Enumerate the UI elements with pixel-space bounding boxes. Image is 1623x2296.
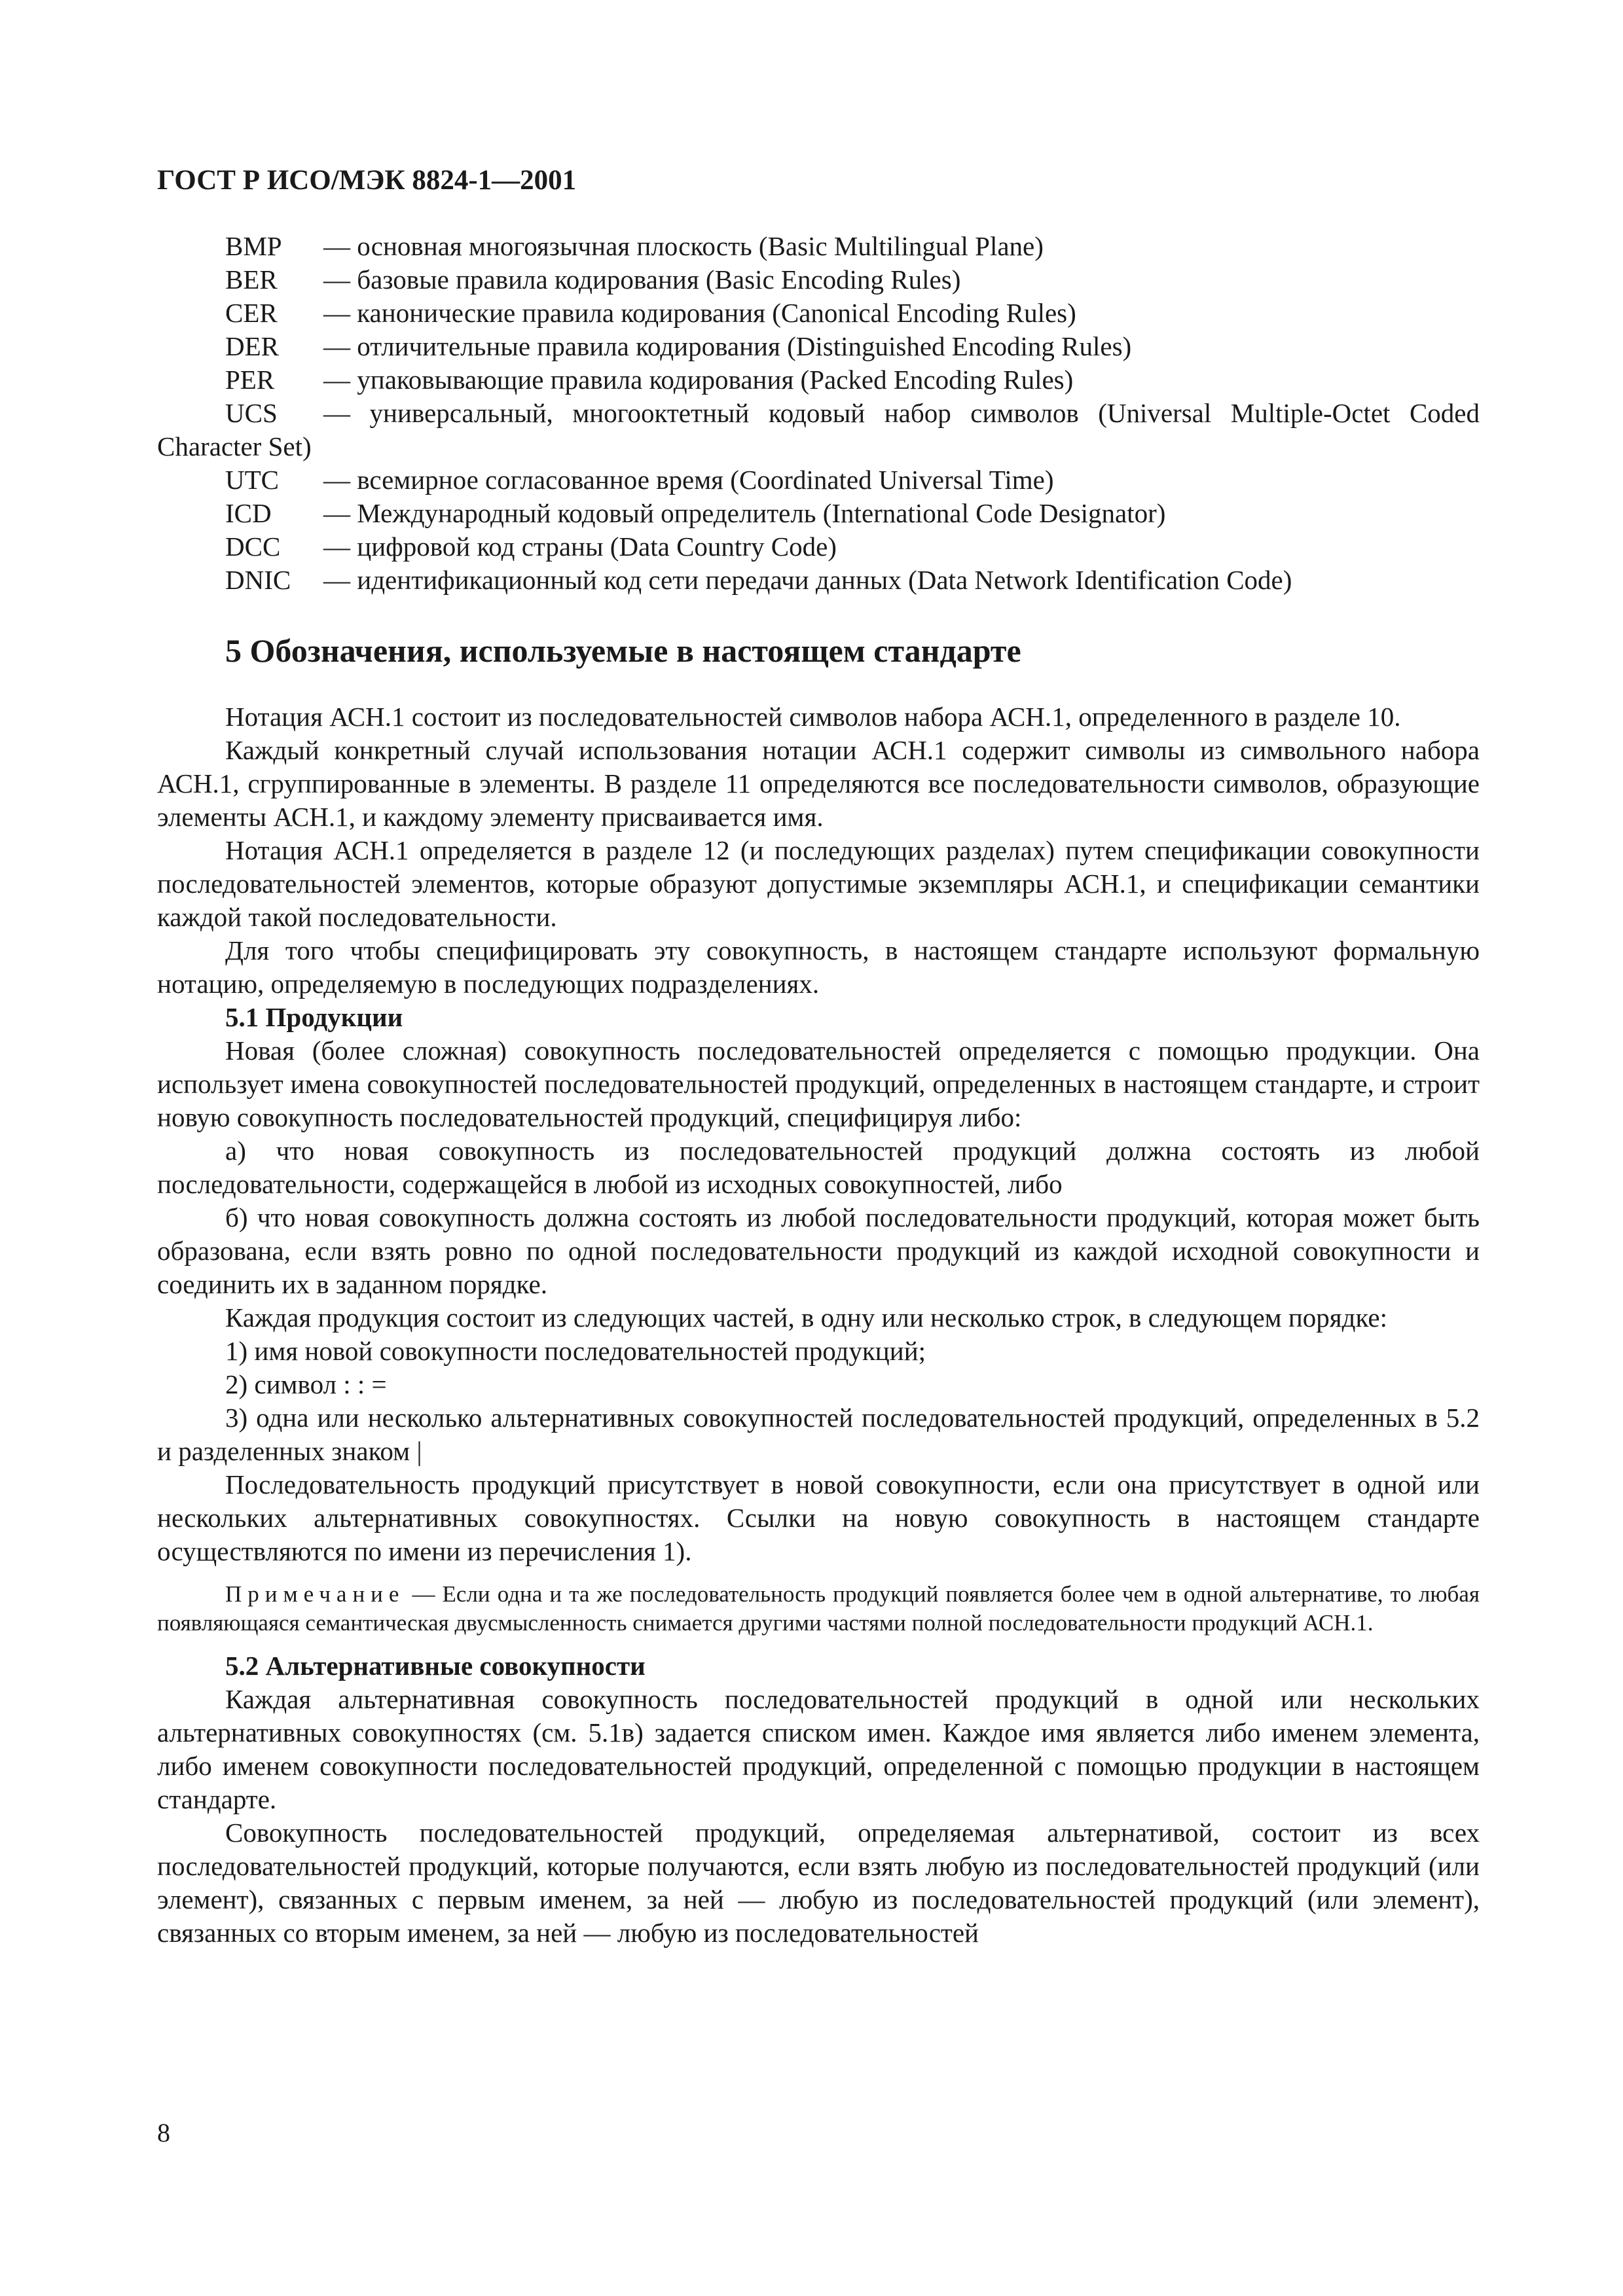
abbreviation-description: — цифровой код страны (Data Country Code) (323, 531, 837, 562)
paragraph: Нотация АСН.1 определяется в разделе 12 (и последующих разделах) путем спецификации совокупности последовательностей элементов, которые образуют допустимые экземпляры АСН.1, и спецификации семантики каждой такой последовательности. (157, 835, 1480, 932)
paragraph: Каждая альтернативная совокупность последовательностей продукций в одной или нескольких альтернативных совокупностях (см. 5.1в) задается списком имен. Каждое имя является либо именем элемента, либо именем совокупности последовательностей продукций, определенной с помощью продукции в настоящем стандарте. (157, 1684, 1480, 1814)
abbreviation-row (157, 397, 1480, 463)
abbreviation-row (157, 330, 1480, 363)
list-item: 3) одна или несколько альтернативных совокупностей последовательностей продукций, определенных в 5.2 и разделенных знаком | (157, 1403, 1480, 1466)
abbreviation-description: — универсальный, многооктетный кодовый набор символов (Universal Multiple-Octet Coded Character Set) (157, 398, 1480, 461)
abbreviation-code: CER (225, 298, 278, 328)
document-header: ГОСТ Р ИСО/МЭК 8824-1—2001 (157, 165, 577, 196)
abbreviation-row (157, 230, 1480, 263)
abbreviation-description: — базовые правила кодирования (Basic Encoding Rules) (323, 264, 961, 295)
abbreviation-code: DCC (225, 531, 281, 562)
list-item: 2) символ : : = (225, 1369, 387, 1399)
abbreviation-description: — канонические правила кодирования (Canonical Encoding Rules) (323, 298, 1076, 328)
abbreviation-code: BMP (225, 231, 282, 261)
list-item: 1) имя новой совокупности последовательностей продукций; (225, 1336, 926, 1366)
document-page (157, 164, 1480, 1950)
abbreviation-row (157, 530, 1480, 564)
abbreviation-description: — идентификационный код сети передачи данных (Data Network Identification Code) (323, 565, 1292, 595)
paragraph: Последовательность продукций присутствует в новой совокупности, если она присутствует в одной или нескольких альтернативных совокупностях. Ссылки на новую совокупность в настоящем стандарте осуществляются по имени из перечисления 1). (157, 1469, 1480, 1566)
paragraph: Нотация АСН.1 состоит из последовательностей символов набора АСН.1, определенного в разделе 10. (225, 702, 1401, 732)
abbreviation-row (157, 497, 1480, 530)
list-item: а) что новая совокупность из последовательностей продукций должна состоять из любой последовательности, содержащейся в любой из исходных совокупностей, либо (157, 1136, 1480, 1199)
paragraph: Новая (более сложная) совокупность последовательностей определяется с помощью продукции. Она использует имена совокупностей последовательностей продукций, определенных в настоящем стандарте, и строит новую совокупность последовательностей продукций, специфицируя либо: (157, 1035, 1480, 1132)
abbreviation-code: DNIC (225, 565, 291, 595)
list-item: б) что новая совокупность должна состоять из любой последовательности продукций, которая может быть образована, если взять ровно по одной последовательности продукций из каждой исходной совокупности и соединить их в заданном порядке. (157, 1202, 1480, 1299)
abbreviation-row (157, 363, 1480, 397)
note-text: — Если одна и та же последовательность продукций появляется более чем в одной альтернативе, то любая появляющаяся семантическая двусмысленность снимается другими частями полной последовательности продукций АСН.1. (157, 1581, 1480, 1636)
abbreviation-row (157, 263, 1480, 296)
abbreviation-row (157, 296, 1480, 330)
paragraph: Для того чтобы специфицировать эту совокупность, в настоящем стандарте используют формальную нотацию, определяемую в последующих подразделениях. (157, 935, 1480, 999)
paragraph: Каждая продукция состоит из следующих частей, в одну или несколько строк, в следующем порядке: (225, 1302, 1387, 1333)
abbreviation-description: — всемирное согласованное время (Coordinated Universal Time) (323, 465, 1054, 495)
paragraph: Совокупность последовательностей продукций, определяемая альтернативой, состоит из всех последовательностей продукций, которые получаются, если взять любую из последовательностей продукций (или элемент), связанных с первым именем, за ней — любую из последовательностей продукций (или элемент), связанных со вторым именем, за ней — любую из последовательностей (157, 1818, 1480, 1948)
abbreviation-code: BER (225, 264, 278, 295)
abbreviation-list (157, 230, 1480, 597)
subsection-heading: 5.1 Продукции (225, 1002, 403, 1032)
abbreviation-description: — отличительные правила кодирования (Distinguished Encoding Rules) (323, 331, 1132, 361)
abbreviation-description: — Международный кодовый определитель (International Code Designator) (323, 498, 1166, 528)
abbreviation-row (157, 463, 1480, 497)
abbreviation-description: — основная многоязычная плоскость (Basic Multilingual Plane) (323, 231, 1044, 261)
abbreviation-description: — упаковывающие правила кодирования (Packed Encoding Rules) (323, 365, 1074, 395)
abbreviation-code: PER (225, 365, 275, 395)
subsection-heading: 5.2 Альтернативные совокупности (225, 1651, 646, 1681)
paragraph: Каждый конкретный случай использования нотации АСН.1 содержит символы из символьного набора АСН.1, сгруппированные в элементы. В разделе 11 определяются все последовательности символов, образующие элементы АСН.1, и каждому элементу присваивается имя. (157, 735, 1480, 832)
abbreviation-code: UTC (225, 465, 279, 495)
abbreviation-code: UCS (225, 398, 278, 428)
abbreviation-code: DER (225, 331, 279, 361)
section-heading: 5 Обозначения, используемые в настоящем стандарте (225, 632, 1021, 669)
page-number: 8 (157, 2118, 170, 2147)
abbreviation-row (157, 564, 1480, 597)
note-label: Примечание (225, 1581, 405, 1607)
abbreviation-code: ICD (225, 498, 272, 528)
note (157, 1580, 1480, 1638)
